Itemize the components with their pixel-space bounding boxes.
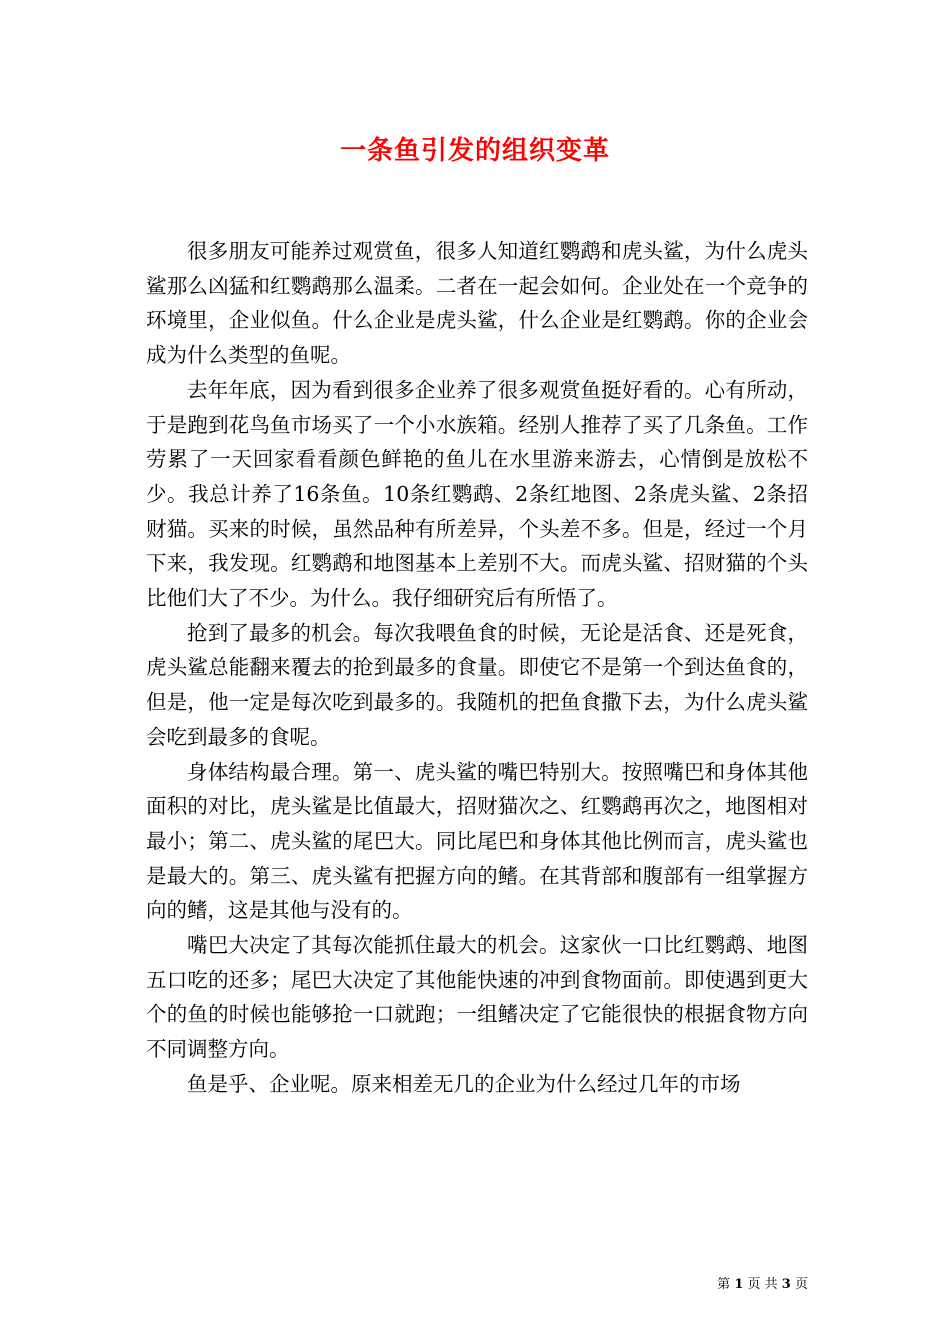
paragraph-story: 去年年底，因为看到很多企业养了很多观赏鱼挺好看的。心有所动，于是跑到花鸟鱼市场买了一个小水族箱。经别人推荐了买了几条鱼。工作劳累了一天回家看看颜色鲜艳的鱼儿在水里游来游去，心情倒是放松不少。我总计养了16条鱼。10条红鹦鹉、2条红地图、2条虎头鲨、2条招财猫。买来的时候，虽然品种有所差异，个头差不多。但是，经过一个月下来，我发现。红鹦鹉和地图基本上差别不大。而虎头鲨、招财猫的个头比他们大了不少。为什么。我仔细研究后有所悟了。 — [146, 377, 808, 611]
document-body — [146, 234, 808, 1102]
paragraph-body-structure: 身体结构最合理。第一、虎头鲨的嘴巴特别大。按照嘴巴和身体其他面积的对比，虎头鲨是比值最大，招财猫次之、红鹦鹉再次之，地图相对最小；第二、虎头鲨的尾巴大。同比尾巴和身体其他比例而言，虎头鲨也是最大的。第三、虎头鲨有把握方向的鳍。在其背部和腹部有一组掌握方向的鳍，这是其他与没有的。 — [146, 759, 808, 923]
paragraph-enterprise: 鱼是乎、企业呢。原来相差无几的企业为什么经过几年的市场 — [187, 1071, 741, 1096]
paragraph-intro: 很多朋友可能养过观赏鱼，很多人知道红鹦鹉和虎头鲨，为什么虎头鲨那么凶猛和红鹦鹉那么温柔。二者在一起会如何。企业处在一个竞争的环境里，企业似鱼。什么企业是虎头鲨，什么企业是红鹦鹉。你的企业会成为什么类型的鱼呢。 — [146, 239, 808, 368]
page-number-footer — [680, 1273, 808, 1292]
total-pages-number: 3 — [781, 1277, 791, 1292]
paragraph-advantages: 嘴巴大决定了其每次能抓住最大的机会。这家伙一口比红鹦鹉、地图五口吃的还多；尾巴大决定了其他能快速的冲到食物面前。即使遇到更大个的鱼的时候也能够抢一口就跑；一组鳍决定了它能很快的根据食物方向不同调整方向。 — [146, 933, 808, 1062]
document-title: 一条鱼引发的组织变革 — [339, 136, 610, 166]
footer-prefix: 第 — [717, 1277, 731, 1292]
footer-middle: 页 共 — [747, 1277, 778, 1292]
footer-suffix: 页 — [794, 1277, 808, 1292]
current-page-number: 1 — [734, 1277, 744, 1292]
paragraph-opportunity: 抢到了最多的机会。每次我喂鱼食的时候，无论是活食、还是死食，虎头鲨总能翻来覆去的抢到最多的食量。即使它不是第一个到达鱼食的，但是，他一定是每次吃到最多的。我随机的把鱼食撒下去，为什么虎头鲨会吃到最多的食呢。 — [146, 620, 808, 749]
